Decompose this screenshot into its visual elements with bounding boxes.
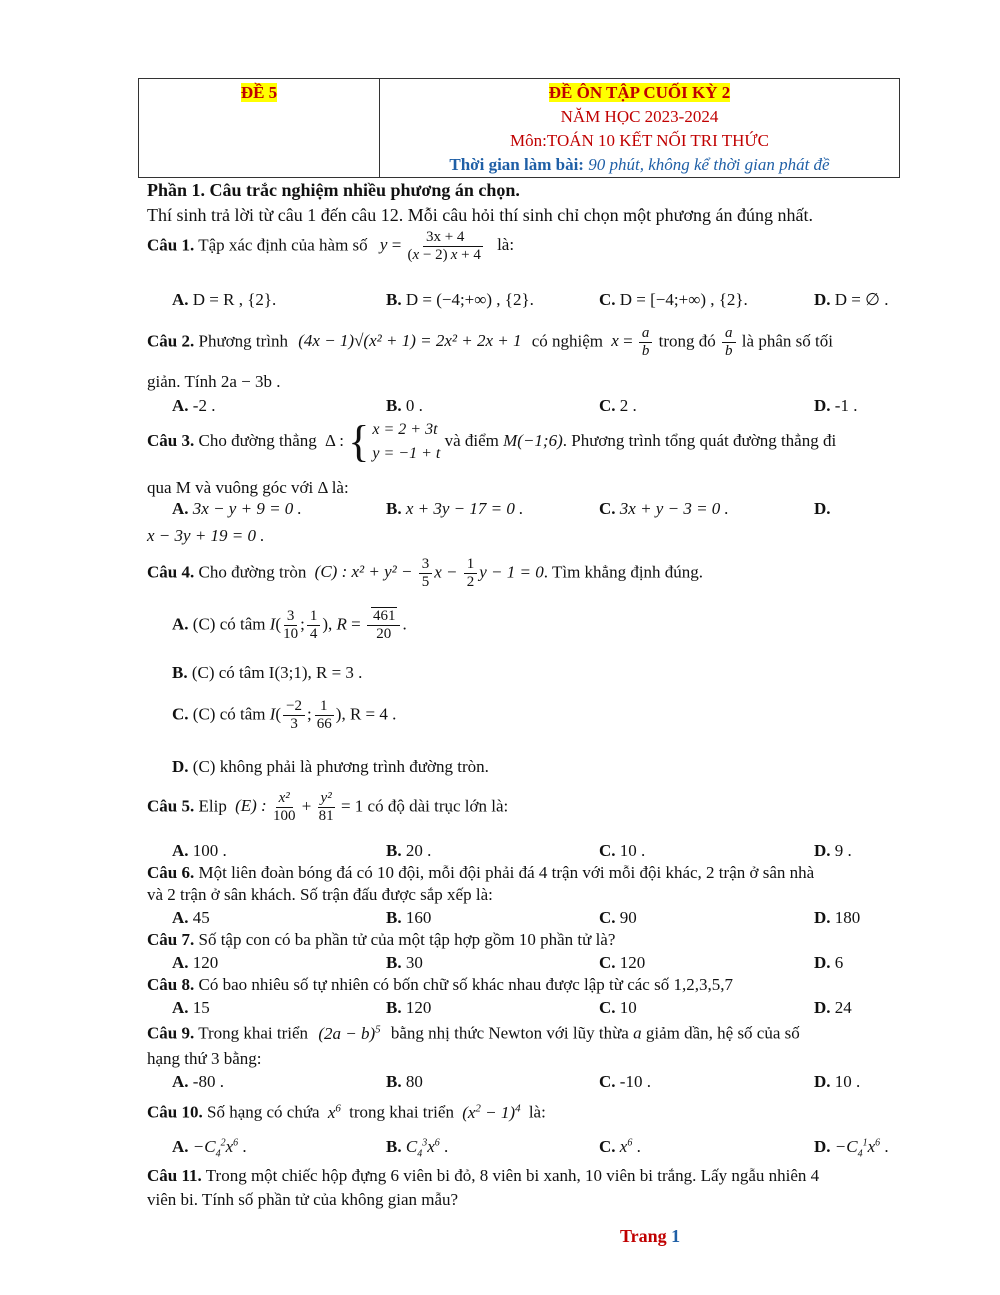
q8-option-b[interactable]: B. 120 bbox=[386, 998, 432, 1017]
question-7: Câu 7. Số tập con có ba phần tử của một tập hợp gồm 10 phần tử là? bbox=[147, 930, 616, 949]
q3-option-d[interactable]: D. bbox=[814, 499, 831, 518]
q7-option-a[interactable]: A. 120 bbox=[172, 953, 219, 972]
q2-option-a[interactable]: A. -2 . bbox=[172, 396, 216, 415]
school-year: NĂM HỌC 2023-2024 bbox=[560, 107, 719, 126]
question-2: Câu 2. Phương trình (4x − 1)√(x² + 1) = 2x² + 2x + 1 có nghiệm x = $\frac{a}{b}$ trong đó $\frac{a}{b}$ là phân số tối bbox=[147, 325, 833, 359]
part1-instruction: Thí sinh trả lời từ câu 1 đến câu 12. Mỗi câu hỏi thí sinh chỉ chọn một phương án đúng nhất. bbox=[147, 205, 813, 225]
q10-option-d[interactable]: D. $-C_4^1x^6$ . bbox=[814, 1137, 889, 1160]
time-value: 90 phút, không kể thời gian phát đề bbox=[588, 155, 830, 174]
q8-option-c[interactable]: C. 10 bbox=[599, 998, 637, 1017]
question-6: Câu 6. Một liên đoàn bóng đá có 10 đội, mỗi đội phải đá 4 trận với mỗi đội khác, 2 trận ở sân nhà bbox=[147, 863, 815, 882]
q8-option-a[interactable]: A. 15 bbox=[172, 998, 210, 1017]
q7-option-c[interactable]: C. 120 bbox=[599, 953, 646, 972]
time-label: Thời gian làm bài: bbox=[449, 155, 584, 174]
q9-option-c[interactable]: C. -10 . bbox=[599, 1072, 651, 1091]
q4-option-b[interactable]: B. (C) có tâm I(3;1), R = 3 . bbox=[172, 663, 363, 682]
exam-code: ĐỀ 5 bbox=[240, 83, 278, 102]
question-11: Câu 11. Trong một chiếc hộp đựng 6 viên bi đỏ, 8 viên bi xanh, 10 viên bi trắng. Lấy ngẫu nhiên 4 bbox=[147, 1166, 820, 1185]
q5-option-a[interactable]: A. 100 . bbox=[172, 841, 227, 860]
q3-option-c[interactable]: C. 3x + y − 3 = 0 . bbox=[599, 499, 729, 518]
q6-option-d[interactable]: D. 180 bbox=[814, 908, 861, 927]
page-number: Trang 1 bbox=[620, 1226, 681, 1246]
q1-option-d[interactable]: D. D = ∅ . bbox=[814, 290, 889, 309]
q2-option-c[interactable]: C. 2 . bbox=[599, 396, 637, 415]
q6-line2: và 2 trận ở sân khách. Số trận đấu được sắp xếp là: bbox=[147, 885, 493, 904]
q9-line2: hạng thứ 3 bằng: bbox=[147, 1049, 262, 1068]
question-1: Câu 1. Tập xác định của hàm số y = $\frac{3x + 4}{(x - 2) x + 4}$ là: bbox=[147, 229, 515, 263]
q1-option-c[interactable]: C. D = [−4;+∞) , {2}. bbox=[599, 290, 748, 309]
q2-option-d[interactable]: D. -1 . bbox=[814, 396, 858, 415]
q4-option-d[interactable]: D. (C) không phải là phương trình đường tròn. bbox=[172, 757, 489, 776]
line-system: { x = 2 + 3t y = −1 + t bbox=[348, 417, 441, 466]
q7-option-b[interactable]: B. 30 bbox=[386, 953, 423, 972]
q6-option-c[interactable]: C. 90 bbox=[599, 908, 637, 927]
q4-option-c[interactable]: C. (C) có tâm I( $\frac{-2}{3}$ ; $\frac{1}{66}$ ), R = 4 . bbox=[172, 698, 397, 732]
q6-option-a[interactable]: A. 45 bbox=[172, 908, 210, 927]
q2-option-b[interactable]: B. 0 . bbox=[386, 396, 423, 415]
exam-title: ĐỀ ÔN TẬP CUỐI KỲ 2 bbox=[548, 83, 731, 102]
part1-title: Phần 1. Câu trắc nghiệm nhiều phương án chọn. bbox=[147, 180, 520, 200]
question-3: Câu 3. Cho đường thẳng Δ : { x = 2 + 3t y = −1 + t và điểm M(−1;6). Phương trình tổng quát đường thẳng đi bbox=[147, 417, 837, 466]
q8-option-d[interactable]: D. 24 bbox=[814, 998, 852, 1017]
q5-option-c[interactable]: C. 10 . bbox=[599, 841, 646, 860]
q5-option-b[interactable]: B. 20 . bbox=[386, 841, 432, 860]
q7-option-d[interactable]: D. 6 bbox=[814, 953, 844, 972]
q3-line2: qua M và vuông góc với Δ là: bbox=[147, 478, 349, 497]
q10-option-b[interactable]: B. $C_4^3x^6$ . bbox=[386, 1137, 449, 1160]
q3-option-d-value: x − 3y + 19 = 0 . bbox=[147, 526, 265, 545]
question-9: Câu 9. Trong khai triển $(2a - b)^5$ bằng nhị thức Newton với lũy thừa a giảm dần, hệ số của số bbox=[147, 1023, 800, 1043]
q3-option-b[interactable]: B. x + 3y − 17 = 0 . bbox=[386, 499, 524, 518]
question-10: Câu 10. Số hạng có chứa $x^6$ trong khai triển $(x^2 - 1)^4$ là: bbox=[147, 1102, 546, 1122]
q10-option-c[interactable]: C. $x^6$ . bbox=[599, 1137, 641, 1156]
q9-option-d[interactable]: D. 10 . bbox=[814, 1072, 861, 1091]
q5-option-d[interactable]: D. 9 . bbox=[814, 841, 852, 860]
question-8: Câu 8. Có bao nhiêu số tự nhiên có bốn chữ số khác nhau được lập từ các số 1,2,3,5,7 bbox=[147, 975, 733, 994]
q10-option-a[interactable]: A. $-C_4^2x^6$ . bbox=[172, 1137, 247, 1160]
q1-option-a[interactable]: A. D = R , {2}. bbox=[172, 290, 277, 309]
header-left-cell bbox=[139, 79, 380, 177]
q9-option-b[interactable]: B. 80 bbox=[386, 1072, 423, 1091]
q3-option-a[interactable]: A. 3x − y + 9 = 0 . bbox=[172, 499, 302, 518]
subject: Môn:TOÁN 10 KẾT NỐI TRI THỨC bbox=[510, 131, 769, 150]
question-5: Câu 5. Elip (E) : $\frac{\text{x²}}{100}$ + $\frac{\text{y²}}{81}$ = 1 có độ dài trục lớn là: bbox=[147, 790, 509, 824]
q4-option-a[interactable]: A. (C) có tâm I( $\frac{3}{10}$ ; $\frac{1}{4}$ ), R = $\frac{461}{20}$ . bbox=[172, 608, 407, 642]
q1-option-b[interactable]: B. D = (−4;+∞) , {2}. bbox=[386, 290, 534, 309]
q9-option-a[interactable]: A. -80 . bbox=[172, 1072, 224, 1091]
header-table bbox=[138, 78, 900, 178]
q11-line2: viên bi. Tính số phần tử của không gian mẫu? bbox=[147, 1190, 459, 1209]
q6-option-b[interactable]: B. 160 bbox=[386, 908, 432, 927]
question-4: Câu 4. Cho đường tròn (C) : x² + y² − $\frac{3}{5}$ x − $\frac{1}{2}$ y − 1 = 0. Tìm khẳng định đúng. bbox=[147, 556, 704, 590]
q2-line2: giản. Tính 2a − 3b . bbox=[147, 372, 281, 391]
header-right-cell bbox=[380, 79, 899, 177]
